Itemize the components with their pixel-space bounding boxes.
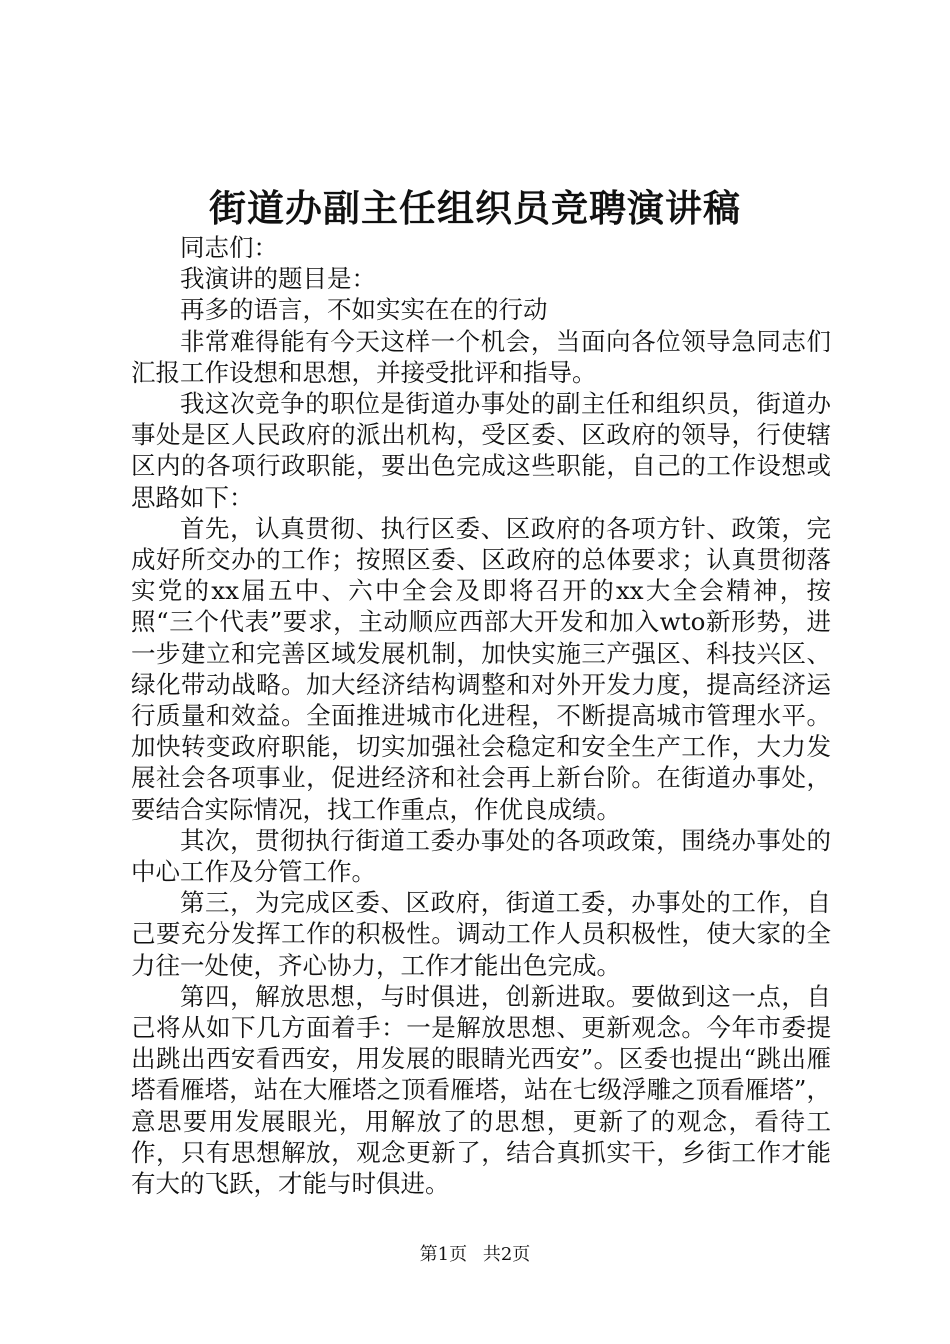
paragraph-opening: 非常难得能有今天这样一个机会，当面向各位领导急同志们汇报工作设想和思想，并接受批评和指导。	[131, 326, 831, 387]
paragraph-fourth: 第四，解放思想，与时俱进，创新进取。要做到这一点，自己将从如下几方面着手：一是解放思想、更新观念。今年市委提出跳出西安看西安，用发展的眼睛光西安”。区委也提出“跳出雁塔看雁塔，站在大雁塔之顶看雁塔，站在七级浮雕之顶看雁塔”，意思要用发展眼光，用解放了的思想，更新了的观念，看待工作，只有思想解放，观念更新了，结合真抓实干，乡街工作才能有大的飞跃，才能与时俱进。	[131, 981, 831, 1199]
paragraph-topic: 再多的语言，不如实实在在的行动	[180, 295, 548, 325]
paragraph-salutation: 同志们：	[180, 233, 278, 262]
paragraph-position: 我这次竞争的职位是街道办事处的副主任和组织员，街道办事处是区人民政府的派出机构，受区委、区政府的领导，行使辖区内的各项行政职能，要出色完成这些职能，自己的工作设想或思路如下：	[131, 389, 831, 512]
document-body	[131, 232, 831, 1199]
paragraph-first: 首先，认真贯彻、执行区委、区政府的各项方针、政策，完成好所交办的工作；按照区委、区政府的总体要求；认真贯彻落实党的xx届五中、六中全会及即将召开的xx大全会精神，按照“三个代表”要求，主动顺应西部大开发和加入wto新形势，进一步建立和完善区域发展机制，加快实施三产强区、科技兴区、绿化带动战略。加大经济结构调整和对外开发力度，提高经济运行质量和效益。全面推进城市化进程，不断提高城市管理水平。加快转变政府职能，切实加强社会稳定和安全生产工作，大力发展社会各项事业，促进经济和社会再上新台阶。在街道办事处，要结合实际情况，找工作重点，作优良成绩。	[131, 513, 831, 824]
paragraph-second: 其次，贯彻执行街道工委办事处的各项政策，围绕办事处的中心工作及分管工作。	[131, 825, 831, 887]
page-footer	[0, 1243, 950, 1267]
page-total: 共2页	[482, 1244, 531, 1265]
document-title: 街道办副主任组织员竞聘演讲稿	[209, 186, 741, 230]
page-number: 第1页	[419, 1244, 468, 1265]
paragraph-topic-intro: 我演讲的题目是：	[180, 264, 376, 294]
paragraph-third: 第三，为完成区委、区政府，街道工委，办事处的工作，自己要充分发挥工作的积极性。调动工作人员积极性，使大家的全力往一处使，齐心协力，工作才能出色完成。	[131, 888, 831, 980]
